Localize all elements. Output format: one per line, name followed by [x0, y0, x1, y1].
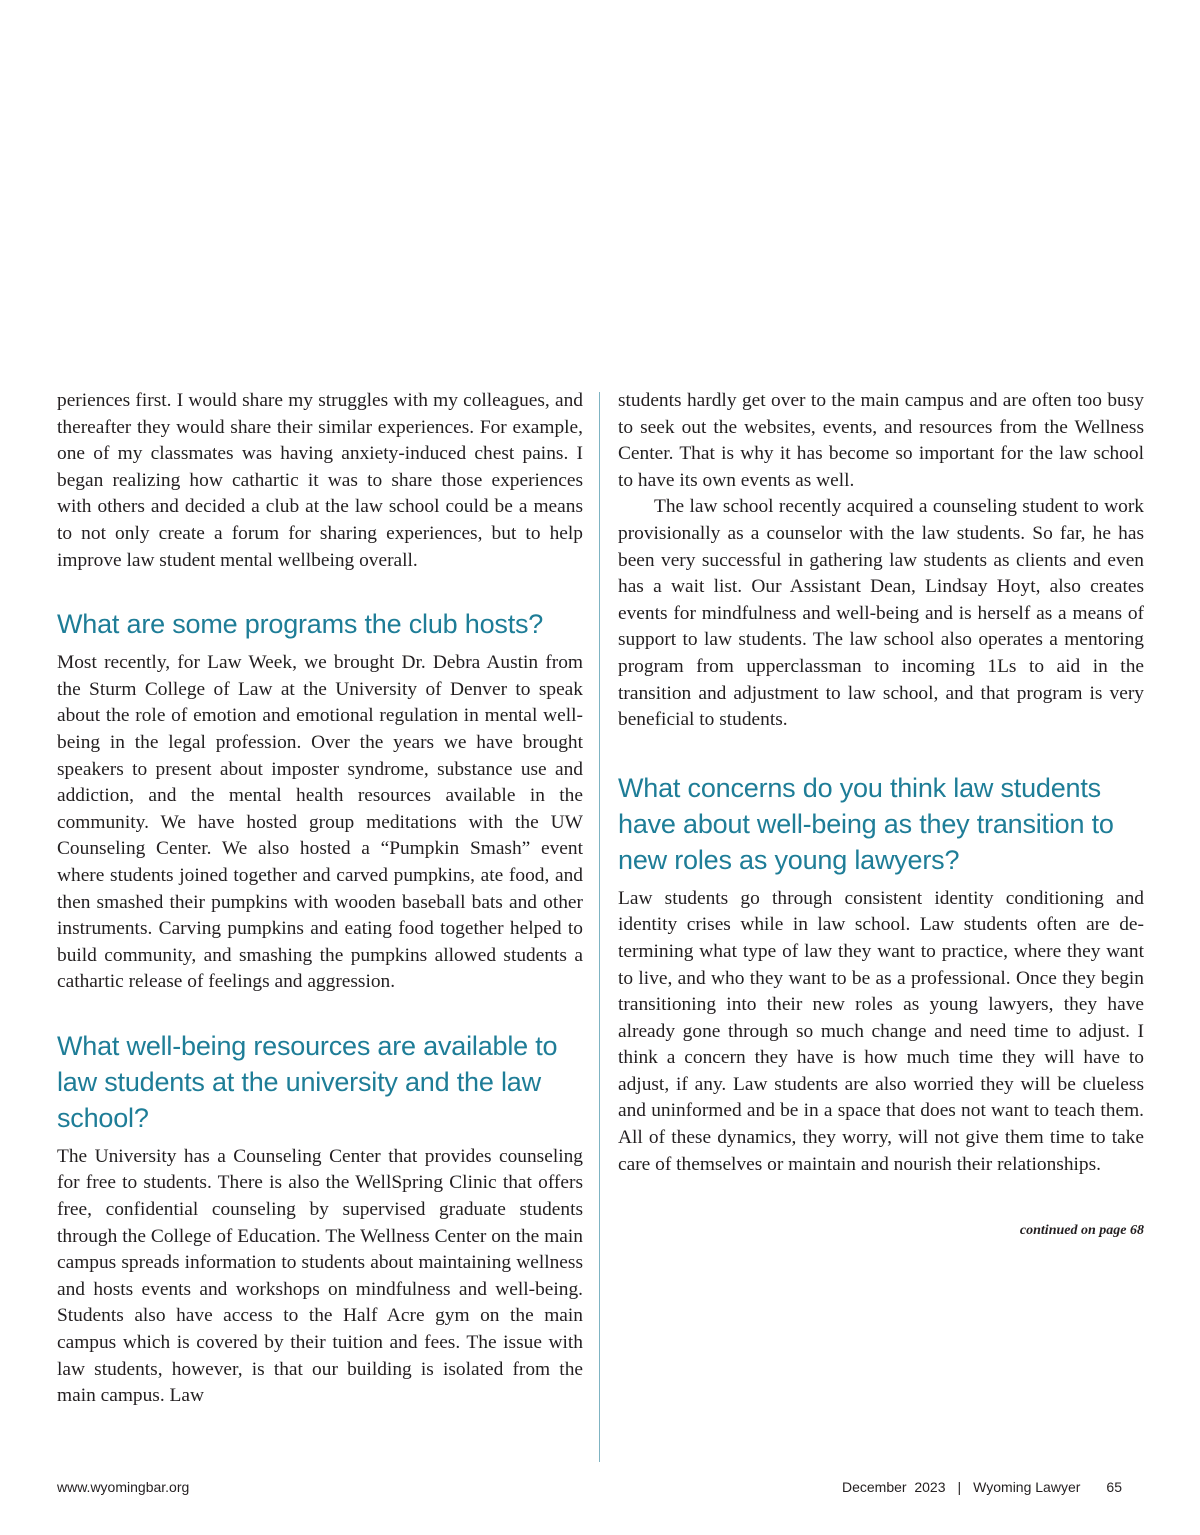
programs-paragraph: Most recently, for Law Week, we brought Dr. Debra Austin from the Sturm College of Law at the University of Denver to speak about the role of emotion and emotional regulation in mental well-being in the legal profession. Over the years we have brought speakers to present about imposter syndrome, substance use and addiction, and the mental health resources available in the community. We have hosted group meditations with the UW Counseling Center. We also hosted a “Pumpkin Smash” event where students joined together and carved pumpkins, ate food, and then smashed their pumpkins with wooden baseball bats and other instruments. Carving pumpkins and eating food together helped to build community, and smashing the pumpkins allowed students a cathartic release of feelings and aggression.	[57, 652, 583, 993]
footer-page-number: 65	[1106, 1479, 1122, 1495]
continued-paragraph: students hardly get over to the main campus and are often too busy to seek out the websites, events, and resources from the Wellness Center. That is why it has become so important for the law school to have its own events as well.	[618, 390, 1144, 491]
intro-paragraph: periences first. I would share my struggles with my colleagues, and thereafter they would share their similar experiences. For example, one of my classmates was having anxiety-induced chest pains. I began realizing how cathartic it was to share those experiences with others and decided a club at the law school could be a means to not only create a forum for sharing experiences, but to help improve law student mental wellbeing overall.	[57, 390, 583, 571]
heading-transition-concerns: What concerns do you think law students have about well-being as they transition to new roles as young lawyers?	[618, 772, 1114, 875]
right-column	[618, 388, 1144, 1240]
resources-paragraph: The University has a Counseling Center that provides counseling for free to students. There is also the WellSpring Clinic that offers free, confidential counseling by supervised graduate students through the College of Education. The Wellness Center on the main campus spreads information to students about maintaining wellness and hosts events and workshops on mindfulness and well-being. Students also have access to the Half Acre gym on the main campus which is covered by their tuition and fees. The issue with law students, however, is that our building is isolated from the main campus. Law	[57, 1145, 583, 1407]
heading-club-programs: What are some programs the club hosts?	[57, 609, 544, 640]
counseling-paragraph: The law school recently acquired a counseling student to work provisionally as a counselor with the law students. So far, he has been very successful in gathering law students as clients and even has a wait list. Our Assistant Dean, Lindsay Hoyt, also creates events for mindfulness and well-being and is herself as a means of support to law students. The law school also operates a mentoring program from upperclassman to incoming 1Ls to aid in the transition and adjustment to law school, and that program is very beneficial to students.	[618, 496, 1144, 731]
column-divider	[599, 392, 600, 1462]
heading-wellbeing-resources: What well-being resources are available to law students at the university and the law school?	[57, 1030, 558, 1133]
footer-website: www.wyomingbar.org	[57, 1479, 190, 1495]
continued-on-page-note: continued on page 68	[1019, 1223, 1144, 1239]
footer-issue-date: December 2023	[842, 1479, 946, 1495]
footer-publication: Wyoming Lawyer	[973, 1479, 1081, 1495]
footer-issue-info	[842, 1478, 1122, 1496]
footer-separator: |	[957, 1479, 962, 1495]
left-column	[57, 388, 583, 1410]
concerns-paragraph: Law students go through consistent identity conditioning and identity crises while in law school. Law students often are determining what type of law they want to practice, where they want to live, and who they want to be as a professional. Once they begin transitioning into their new roles as young lawyers, they have already gone through so much change and need time to adjust. I think a concern they have is how much time they will have to adjust, if any. Law students are also worried they will be clueless and uninformed and be in a space that does not want to teach them. All of these dynamics, they worry, will not give them time to take care of themselves or maintain and nourish their relationships.	[618, 887, 1144, 1175]
